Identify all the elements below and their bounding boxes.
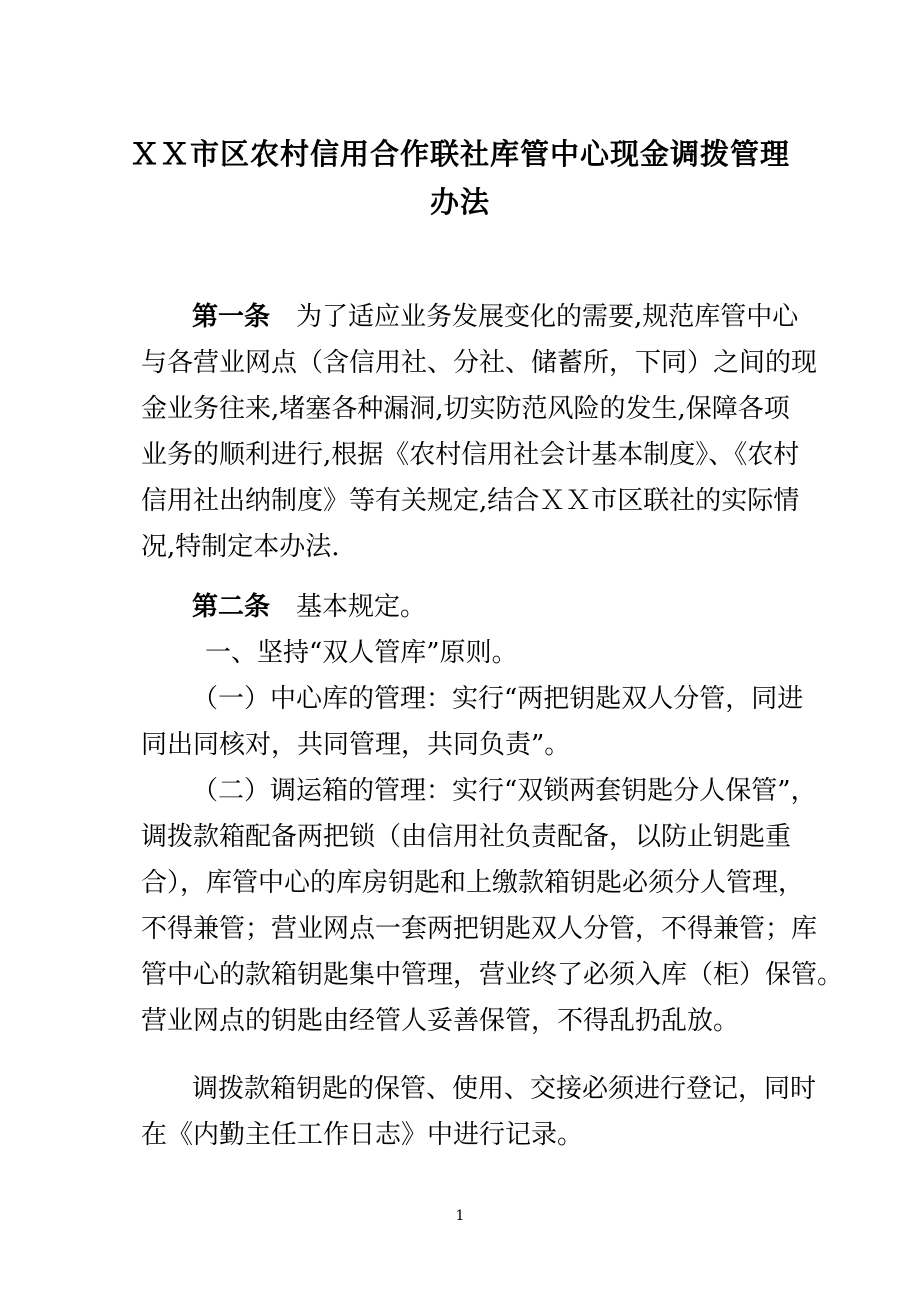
article-1-line: 业务的顺利进行,根据《农村信用社会计基本制度》、《农村 <box>141 440 800 470</box>
article-2-line: 不得兼管；营业网点一套两把钥匙双人分管，不得兼管；库 <box>141 914 818 944</box>
page-number: 1 <box>455 1208 465 1224</box>
document-title-line-2: 办法 <box>429 185 490 219</box>
article-2-line: 一、坚持“双人管库”原则。 <box>205 638 518 668</box>
article-2-line: （一）中心库的管理：实行“两把钥匙双人分管，同进 <box>192 684 804 714</box>
article-2-line: 营业网点的钥匙由经管人妥善保管，不得乱扔乱放。 <box>141 1006 740 1036</box>
article-2-heading: 第二条 <box>192 592 271 622</box>
document-title-line-1: ＸＸ市区农村信用合作联社库管中心现金调拨管理 <box>129 137 790 171</box>
article-2-line: 调拨款箱钥匙的保管、使用、交接必须进行登记，同时 <box>192 1074 817 1104</box>
article-2-text: 基本规定。 <box>270 592 427 622</box>
article-2-line: 合），库管中心的库房钥匙和上缴款箱钥匙必须分人管理， <box>141 868 805 898</box>
article-2-line: 调拨款箱配备两把锁（由信用社负责配备，以防止钥匙重 <box>141 822 792 852</box>
article-1-line: 与各营业网点（含信用社、分社、储蓄所，下同）之间的现 <box>141 348 818 378</box>
article-1-text: 为了适应业务发展变化的需要,规范库管中心 <box>270 302 799 332</box>
article-2-line: 管中心的款箱钥匙集中管理，营业终了必须入库（柜）保管。 <box>141 960 844 990</box>
article-1-heading: 第一条 <box>192 302 271 332</box>
article-2-line: 在《内勤主任工作日志》中进行记录。 <box>141 1120 584 1150</box>
article-2-line: （二）调运箱的管理：实行“双锁两套钥匙分人保管”， <box>192 776 817 806</box>
article-1-line <box>192 302 799 332</box>
article-2-line <box>192 592 781 622</box>
article-1-line: 金业务往来,堵塞各种漏洞,切实防范风险的发生,保障各项 <box>141 394 790 424</box>
article-1-line: 信用社出纳制度》等有关规定,结合ＸＸ市区联社的实际情 <box>141 486 800 516</box>
article-2-line: 同出同核对，共同管理，共同负责”。 <box>141 730 571 760</box>
article-1-line: 况,特制定本办法. <box>141 532 340 562</box>
